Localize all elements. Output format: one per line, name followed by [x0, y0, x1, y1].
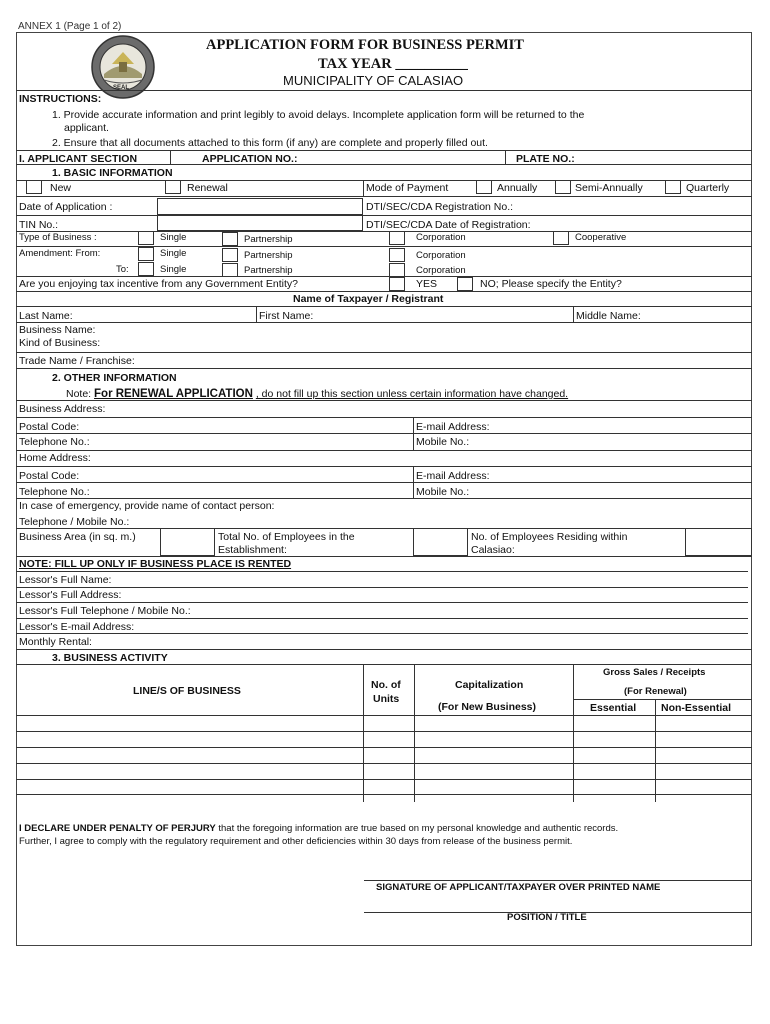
divider [16, 215, 752, 216]
from-partnership-checkbox[interactable] [222, 248, 238, 262]
divider [16, 794, 752, 795]
date-of-application-input[interactable] [157, 198, 363, 215]
table-row[interactable] [16, 764, 752, 779]
divider [573, 306, 574, 322]
taxpayer-heading: Name of Taxpayer / Registrant [293, 293, 444, 305]
application-no-label: APPLICATION NO.: [202, 153, 298, 165]
annex-label: ANNEX 1 (Page 1 of 2) [18, 21, 122, 32]
divider [16, 482, 752, 483]
corporation-label: Corporation [416, 265, 466, 276]
declaration-line-2: Further, I agree to comply with the regulatory requirement and other deficiencies within 30 days from release of the business permit. [19, 836, 573, 847]
col-essential: Essential [590, 702, 637, 714]
single-label: Single [160, 248, 187, 259]
middle-name-label: Middle Name: [576, 310, 641, 322]
residing-employees-label: No. of Employees Residing within [471, 531, 628, 543]
monthly-rental-label: Monthly Rental: [19, 636, 92, 648]
home-postal-code-input[interactable] [86, 469, 406, 482]
lessor-phone-input[interactable] [222, 604, 744, 617]
email-label: E-mail Address: [416, 470, 490, 482]
table-row[interactable] [16, 732, 752, 747]
emergency-contact-input[interactable] [318, 499, 746, 512]
type-single-checkbox[interactable] [138, 231, 154, 245]
divider [573, 699, 752, 700]
to-partnership-checkbox[interactable] [222, 263, 238, 277]
business-activity-heading: 3. BUSINESS ACTIVITY [52, 652, 168, 664]
col-non-essential: Non-Essential [661, 702, 732, 714]
col-line-of-business: LINE/S OF BUSINESS [133, 685, 241, 697]
divider [16, 150, 752, 151]
telephone-label: Telephone No.: [19, 436, 90, 448]
no-specify-label: NO; Please specify the Entity? [480, 278, 622, 290]
applicant-section-heading: I. APPLICANT SECTION [19, 153, 138, 165]
divider [16, 466, 752, 467]
amendment-to-label: To: [116, 264, 129, 275]
type-cooperative-checkbox[interactable] [553, 231, 569, 245]
single-label: Single [160, 232, 187, 243]
total-employees-label: Total No. of Employees in the [218, 531, 355, 543]
col-units-cont: Units [373, 693, 400, 705]
divider [16, 276, 752, 277]
lessor-email-label: Lessor's E-mail Address: [19, 621, 135, 633]
annually-checkbox[interactable] [476, 180, 492, 194]
residing-employees-label-cont: Calasiao: [471, 544, 515, 556]
tin-no-label: TIN No.: [19, 219, 59, 231]
annually-label: Annually [497, 182, 538, 194]
renewal-note [66, 388, 568, 400]
lessor-phone-label: Lessor's Full Telephone / Mobile No.: [19, 605, 191, 617]
type-corporation-checkbox[interactable] [389, 231, 405, 245]
business-area-label: Business Area (in sq. m.) [19, 531, 136, 543]
col-units: No. of [371, 679, 401, 691]
home-address-label: Home Address: [19, 452, 91, 464]
telephone-label: Telephone No.: [19, 486, 90, 498]
from-single-checkbox[interactable] [138, 247, 154, 261]
business-name-label: Business Name: [19, 324, 96, 336]
business-activity-table [16, 664, 752, 802]
home-telephone-input[interactable] [104, 485, 406, 498]
divider [16, 528, 752, 529]
kind-of-business-input[interactable] [112, 336, 746, 349]
col-capitalization-sub: (For New Business) [438, 701, 537, 713]
lessor-email-input[interactable] [150, 620, 744, 633]
divider [256, 306, 257, 322]
dti-reg-no-input[interactable] [532, 200, 742, 213]
quarterly-label: Quarterly [686, 182, 730, 194]
quarterly-checkbox[interactable] [665, 180, 681, 194]
tax-incentive-yes-checkbox[interactable] [389, 277, 405, 291]
last-name-label: Last Name: [19, 310, 73, 322]
business-area-input[interactable] [160, 528, 215, 556]
instruction-1-cont: applicant. [64, 122, 109, 134]
divider [16, 556, 752, 557]
middle-name-input[interactable] [652, 309, 747, 322]
business-postal-code-input[interactable] [86, 420, 406, 433]
divider [505, 150, 506, 164]
divider [16, 664, 752, 665]
business-mobile-input[interactable] [482, 435, 746, 448]
single-label: Single [160, 264, 187, 275]
yes-label: YES [416, 278, 438, 290]
postal-code-label: Postal Code: [19, 421, 80, 433]
emergency-contact-label: In case of emergency, provide name of contact person: [19, 500, 275, 512]
instruction-2: 2. Ensure that all documents attached to this form (if any) are complete and properly filled out. [52, 137, 488, 149]
email-label: E-mail Address: [416, 421, 490, 433]
signature-line [364, 880, 751, 881]
form-title: APPLICATION FORM FOR BUSINESS PERMIT [206, 37, 524, 53]
col-gross-sales: Gross Sales / Receipts [603, 667, 706, 678]
divider [16, 180, 752, 181]
dti-reg-no-label: DTI/SEC/CDA Registration No.: [366, 201, 514, 213]
postal-code-label: Postal Code: [19, 470, 80, 482]
partnership-label: Partnership [244, 265, 293, 276]
divider [16, 602, 748, 603]
table-row[interactable] [16, 716, 752, 731]
plate-no-label: PLATE NO.: [516, 153, 575, 165]
divider [16, 164, 752, 165]
home-address-input[interactable] [108, 451, 746, 464]
lessor-name-label: Lessor's Full Name: [19, 574, 112, 586]
divider [16, 291, 752, 292]
lessor-address-input[interactable] [136, 588, 744, 601]
instruction-1: 1. Provide accurate information and print legibly to avoid delays. Incomplete application form will be returned to the [52, 109, 585, 121]
trade-name-label: Trade Name / Franchise: [19, 355, 135, 367]
divider [170, 150, 171, 164]
business-name-input[interactable] [106, 323, 746, 336]
new-checkbox[interactable] [26, 180, 42, 194]
total-employees-label-cont: Establishment: [218, 544, 287, 556]
instructions-heading: INSTRUCTIONS: [19, 93, 102, 105]
municipality-name: MUNICIPALITY OF CALASIAO [283, 73, 464, 88]
renewal-label: Renewal [187, 182, 228, 194]
divider [363, 180, 364, 196]
semi-annually-label: Semi-Annually [575, 182, 643, 194]
declaration-bold: I DECLARE UNDER PENALTY OF PERJURY [19, 823, 216, 834]
from-corporation-checkbox[interactable] [389, 248, 405, 262]
last-name-input[interactable] [80, 309, 250, 322]
new-label: New [50, 182, 72, 194]
lessor-name-input[interactable] [124, 573, 744, 586]
col-capitalization: Capitalization [455, 679, 524, 691]
corporation-label: Corporation [416, 232, 466, 243]
mode-of-payment-label: Mode of Payment [366, 182, 449, 194]
signature-label: SIGNATURE OF APPLICANT/TAXPAYER OVER PRINTED NAME [376, 882, 661, 893]
first-name-label: First Name: [259, 310, 314, 322]
divider [16, 352, 752, 353]
amendment-from-label: Amendment: From: [19, 248, 101, 259]
trade-name-input[interactable] [154, 354, 746, 367]
declaration-rest: that the foregoing information are true based on my personal knowledge and authentic records. [215, 823, 619, 834]
to-single-checkbox[interactable] [138, 262, 154, 276]
dti-reg-date-input[interactable] [552, 218, 742, 231]
rented-note: NOTE: FILL UP ONLY IF BUSINESS PLACE IS RENTED [19, 558, 292, 570]
note-rest: , do not fill up this section unless certain information have changed. [255, 388, 569, 400]
business-telephone-input[interactable] [104, 435, 406, 448]
divider [16, 649, 752, 650]
note-prefix: Note: [66, 388, 92, 400]
emergency-phone-label: Telephone / Mobile No.: [19, 516, 130, 528]
cooperative-label: Cooperative [575, 232, 627, 243]
monthly-rental-input[interactable] [104, 635, 744, 648]
divider [16, 368, 752, 369]
home-email-input[interactable] [502, 469, 746, 482]
divider [16, 618, 748, 619]
type-of-business-label: Type of Business : [19, 232, 97, 243]
divider [16, 633, 748, 634]
tax-incentive-no-checkbox[interactable] [457, 277, 473, 291]
lessor-address-label: Lessor's Full Address: [19, 589, 122, 601]
partnership-label: Partnership [244, 250, 293, 261]
partnership-label: Partnership [244, 234, 293, 245]
residing-employees-input[interactable] [685, 528, 752, 556]
total-employees-input[interactable] [413, 528, 468, 556]
basic-info-heading: 1. BASIC INFORMATION [52, 167, 173, 179]
divider [16, 433, 752, 434]
table-row[interactable] [16, 748, 752, 763]
position-label: POSITION / TITLE [507, 912, 587, 923]
col-gross-sales-sub: (For Renewal) [624, 686, 687, 697]
emergency-phone-input[interactable] [154, 515, 746, 528]
corporation-label: Corporation [416, 250, 466, 261]
kind-of-business-label: Kind of Business: [19, 337, 101, 349]
date-of-application-label: Date of Application : [19, 201, 113, 213]
semi-annually-checkbox[interactable] [555, 180, 571, 194]
other-info-heading: 2. OTHER INFORMATION [52, 372, 177, 384]
mobile-label: Mobile No.: [416, 436, 470, 448]
divider [16, 246, 752, 247]
divider [16, 90, 752, 91]
business-address-input[interactable] [118, 402, 746, 415]
mobile-label: Mobile No.: [416, 486, 470, 498]
divider [16, 306, 752, 307]
renewal-checkbox[interactable] [165, 180, 181, 194]
dti-reg-date-label: DTI/SEC/CDA Date of Registration: [366, 219, 531, 231]
business-email-input[interactable] [502, 420, 746, 433]
business-address-label: Business Address: [19, 403, 106, 415]
to-corporation-checkbox[interactable] [389, 263, 405, 277]
divider [16, 571, 748, 572]
divider [16, 417, 752, 418]
divider [16, 196, 752, 197]
table-row[interactable] [16, 780, 752, 794]
tin-no-input[interactable] [157, 215, 363, 231]
divider [16, 231, 752, 232]
seal-caption: SEAL [113, 85, 130, 91]
home-mobile-input[interactable] [482, 485, 746, 498]
tax-year: TAX YEAR __________ [318, 56, 468, 72]
declaration-text [19, 823, 618, 835]
tax-incentive-question: Are you enjoying tax incentive from any Government Entity? [19, 278, 298, 290]
type-partnership-checkbox[interactable] [222, 232, 238, 246]
first-name-input[interactable] [322, 309, 567, 322]
divider [16, 400, 752, 401]
note-bold: For RENEWAL APPLICATION [94, 388, 253, 400]
